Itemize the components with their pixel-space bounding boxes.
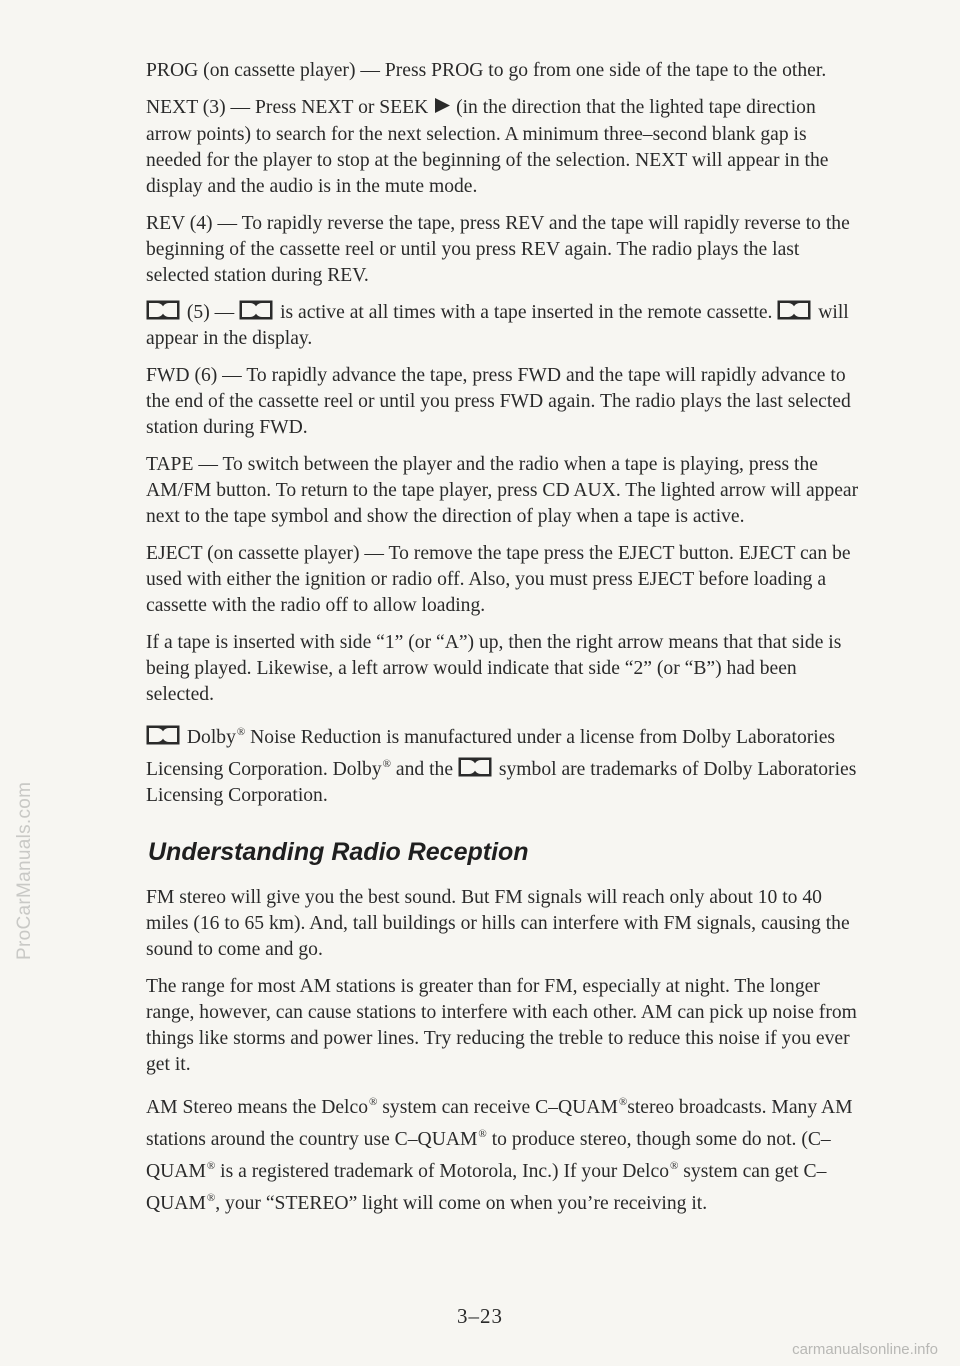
dolby-icon (146, 725, 180, 745)
stereo-text-g: , your “STEREO” light will come on when you’re receiving it. (215, 1193, 708, 1214)
stereo-text-a: AM Stereo means the Delco (146, 1097, 368, 1118)
registered-mark: ® (236, 726, 246, 738)
paragraph-dolby-button (146, 300, 862, 352)
registered-mark: ® (670, 1160, 679, 1172)
paragraph-next (146, 95, 862, 200)
paragraph-eject: EJECT (on cassette player) — To remove the tape press the EJECT button. EJECT can be used with either the ignition or radio off. Also, you must press EJECT before loading a cassette with the radio off to allow loading. (146, 543, 851, 616)
registered-mark: ® (382, 758, 391, 770)
registered-mark: ® (206, 1192, 216, 1204)
paragraph-fwd: FWD (6) — To rapidly advance the tape, press FWD and the tape will rapidly advance to the end of the cassette reel or until you press FWD again. The radio plays the last selected station during FWD. (146, 365, 851, 438)
side-watermark: ProCarManuals.com (14, 781, 35, 960)
trademark-text-a: Dolby (186, 727, 236, 748)
trademark-text-c: and the (395, 759, 454, 780)
registered-mark: ® (369, 1096, 378, 1108)
registered-mark: ® (618, 1096, 628, 1108)
section-heading: Understanding Radio Reception (148, 838, 529, 866)
paragraph-am-stereo (146, 1089, 862, 1217)
dolby-icon (146, 300, 180, 320)
dolby-text-b: is active at all times with a tape inserted in the remote cassette. (280, 302, 773, 323)
footer-watermark: carmanualsonline.info (792, 1341, 938, 1358)
page-content (146, 58, 862, 1228)
trademark-text-b: Noise Reduction is manufactured under a license from Dolby Laboratories Licensing Corporation. Dolby (146, 727, 836, 780)
next-text-start: NEXT (3) — Press NEXT or SEEK (146, 97, 429, 118)
paragraph-trademark (146, 719, 862, 809)
dolby-text-a: (5) — (186, 302, 235, 323)
dolby-text-c: will appear in the display. (146, 302, 849, 349)
next-text-end: (in the direction that the lighted tape direction arrow points) to search for the next selection. A minimum three–second blank gap is needed for the player to stop at the beginning of the selection. NEXT will appear in the display and the audio is in the mute mode. (146, 97, 829, 197)
stereo-text-f: system can get C–QUAM (146, 1161, 827, 1214)
paragraph-prog: PROG (on cassette player) — Press PROG to go from one side of the tape to the other. (146, 60, 827, 81)
stereo-text-c: stereo broadcasts. Many AM stations around the country use C–QUAM (146, 1097, 853, 1150)
paragraph-tape: TAPE — To switch between the player and the radio when a tape is playing, press the AM/FM button. To return to the tape player, press CD AUX. The lighted arrow will appear next to the tape symbol and show the direction of play when a tape is active. (146, 454, 859, 527)
registered-mark: ® (206, 1160, 216, 1172)
paragraph-rev: REV (4) — To rapidly reverse the tape, press REV and the tape will rapidly reverse to the beginning of the cassette reel or until you press REV again. The radio plays the last selected station during REV. (146, 213, 850, 286)
right-arrow-icon (433, 96, 451, 122)
registered-mark: ® (478, 1128, 487, 1140)
trademark-text-d: symbol are trademarks of Dolby Laboratories Licensing Corporation. (146, 759, 857, 806)
stereo-text-e: is a registered trademark of Motorola, Inc.) If your Delco (220, 1161, 669, 1182)
dolby-icon (458, 757, 492, 777)
stereo-text-d: to produce stereo, though some do not. (C–QUAM (146, 1129, 831, 1182)
page-number: 3–23 (457, 1304, 503, 1328)
paragraph-fm: FM stereo will give you the best sound. But FM signals will reach only about 10 to 40 miles (16 to 65 km). And, tall buildings or hills can interfere with FM signals, causing the sound to come and go. (146, 887, 850, 960)
dolby-icon (239, 300, 273, 320)
paragraph-am: The range for most AM stations is greater than for FM, especially at night. The longer range, however, can cause stations to interfere with each other. AM can pick up noise from things like storms and power lines. Try reducing the treble to reduce this noise if you ever get it. (146, 976, 857, 1075)
paragraph-tape-side: If a tape is inserted with side “1” (or “A”) up, then the right arrow means that that side is being played. Likewise, a left arrow would indicate that side “2” (or “B”) had been selected. (146, 632, 842, 705)
dolby-icon (777, 300, 811, 320)
stereo-text-b: system can receive C–QUAM (382, 1097, 618, 1118)
